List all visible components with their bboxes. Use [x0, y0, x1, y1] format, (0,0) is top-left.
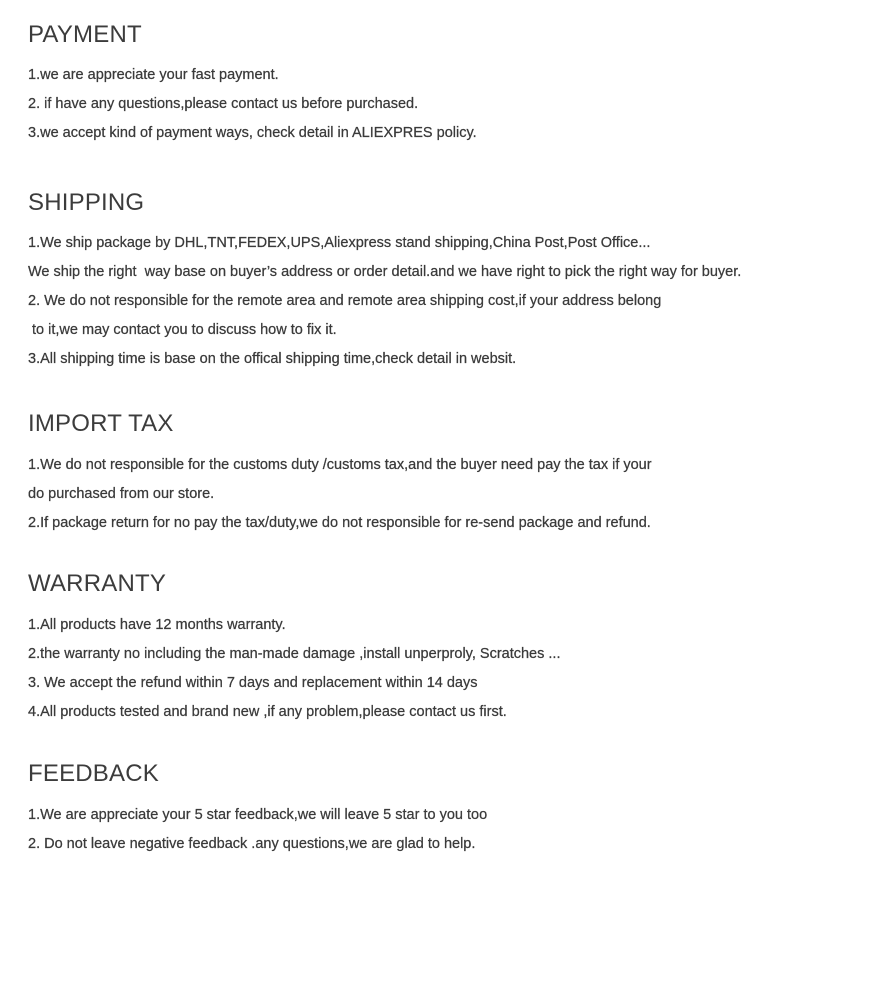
feedback-heading: FEEDBACK — [28, 760, 159, 787]
shipping-section — [28, 189, 868, 374]
import-tax-line-2: do purchased from our store. — [28, 486, 215, 502]
shipping-line-2: We ship the right way base on buyer’s address or order detail.and we have right to pick the right way for buyer. — [28, 264, 742, 280]
warranty-line-2: 2.the warranty no including the man-made damage ,install unperproly, Scratches ... — [28, 646, 561, 662]
import-tax-line-1: 1.We do not responsible for the customs duty /customs tax,and the buyer need pay the tax if your — [28, 457, 652, 473]
payment-section — [28, 21, 868, 148]
shipping-line-1: 1.We ship package by DHL,TNT,FEDEX,UPS,Aliexpress stand shipping,China Post,Post Office... — [28, 235, 651, 251]
warranty-lines — [28, 611, 868, 727]
warranty-line-4: 4.All products tested and brand new ,if any problem,please contact us first. — [28, 704, 507, 720]
import-tax-lines — [28, 451, 868, 538]
shipping-lines — [28, 229, 868, 374]
warranty-heading: WARRANTY — [28, 570, 167, 597]
feedback-line-1: 1.We are appreciate your 5 star feedback,we will leave 5 star to you too — [28, 807, 488, 823]
feedback-section — [28, 760, 868, 859]
import-tax-section — [28, 410, 868, 538]
payment-heading: PAYMENT — [28, 21, 142, 48]
warranty-line-3: 3. We accept the refund within 7 days and replacement within 14 days — [28, 675, 478, 691]
warranty-section — [28, 570, 868, 727]
shipping-line-5: 3.All shipping time is base on the offical shipping time,check detail in websit. — [28, 351, 517, 367]
shipping-line-3: 2. We do not responsible for the remote area and remote area shipping cost,if your address belong — [28, 293, 662, 309]
feedback-line-2: 2. Do not leave negative feedback .any questions,we are glad to help. — [28, 836, 476, 852]
payment-lines — [28, 61, 868, 148]
shipping-line-4: to it,we may contact you to discuss how to fix it. — [28, 322, 337, 338]
feedback-lines — [28, 801, 868, 859]
import-tax-heading: IMPORT TAX — [28, 410, 174, 437]
payment-line-3: 3.we accept kind of payment ways, check detail in ALIEXPRES policy. — [28, 125, 477, 141]
payment-line-2: 2. if have any questions,please contact us before purchased. — [28, 96, 419, 112]
warranty-line-1: 1.All products have 12 months warranty. — [28, 617, 286, 633]
payment-line-1: 1.we are appreciate your fast payment. — [28, 67, 279, 83]
import-tax-line-3: 2.If package return for no pay the tax/duty,we do not responsible for re-send package and refund. — [28, 515, 651, 531]
shipping-heading: SHIPPING — [28, 189, 145, 216]
